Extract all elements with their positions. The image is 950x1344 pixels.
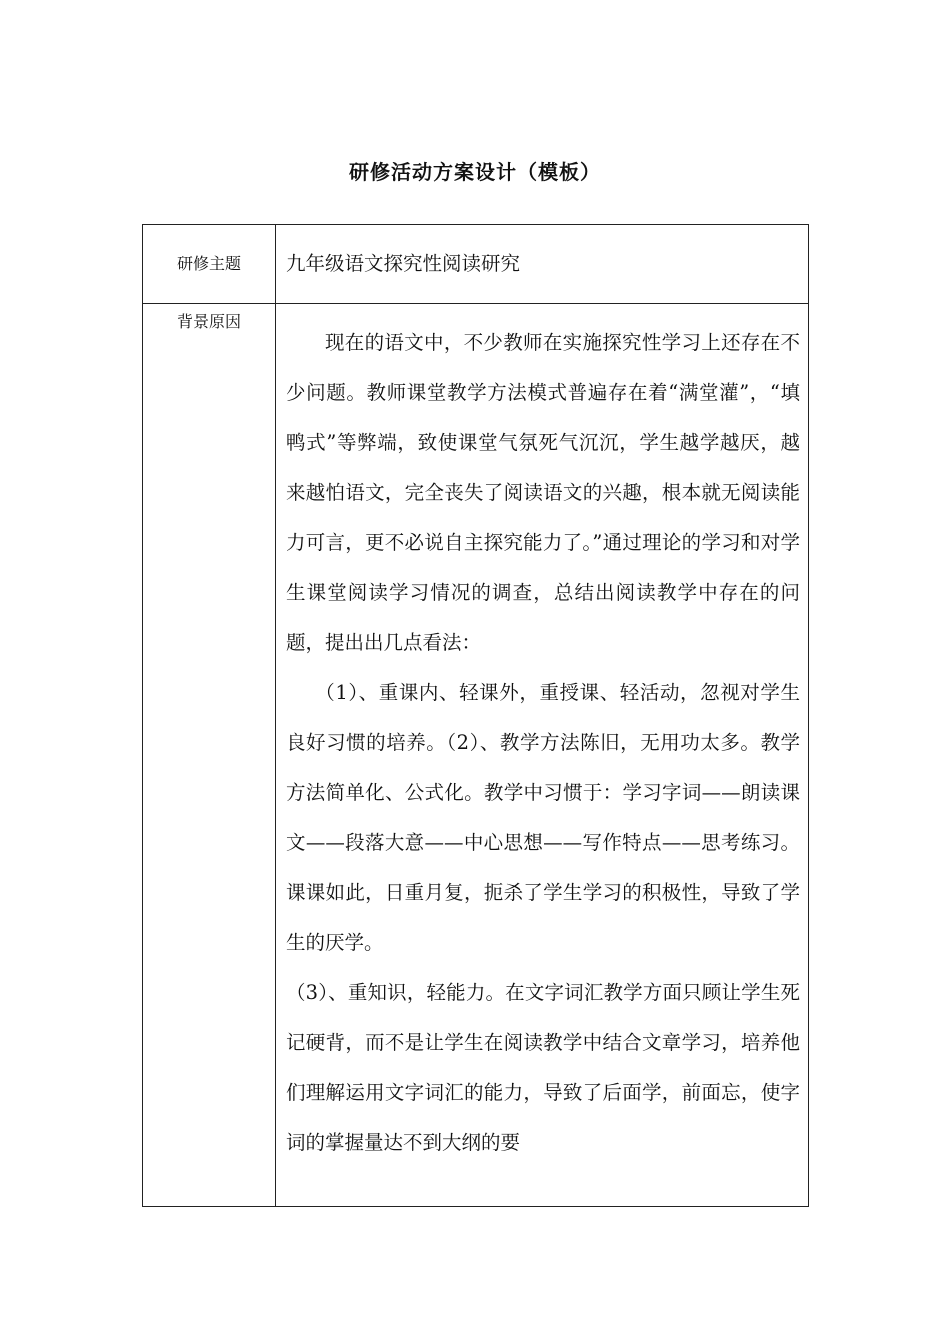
background-paragraph: （1）、重课内、轻课外，重授课、轻活动，忽视对学生良好习惯的培养。（2）、教学方法陈旧，无用功太多。教学方法简单化、公式化。教学中习惯于：学习字词——朗读课文——段落大意——中心思想——写作特点——思考练习。课课如此，日重月复，扼杀了学生学习的积极性，导致了学生的厌学。 — [286, 681, 800, 954]
topic-row — [143, 225, 809, 304]
background-label: 背景原因 — [143, 304, 276, 1207]
topic-value: 九年级语文探究性阅读研究 — [276, 225, 809, 304]
topic-label: 研修主题 — [143, 225, 276, 304]
background-paragraph: （3）、重知识，轻能力。在文字词汇教学方面只顾让学生死记硬背，而不是让学生在阅读教学中结合文章学习，培养他们理解运用文字词汇的能力，导致了后面学，前面忘，使字词的掌握量达不到大纲的要 — [286, 981, 800, 1154]
background-paragraph: 现在的语文中，不少教师在实施探究性学习上还存在不少问题。教师课堂教学方法模式普遍存在着“满堂灌”，“填鸭式”等弊端，致使课堂气氛死气沉沉，学生越学越厌，越来越怕语文，完全丧失了阅读语文的兴趣，根本就无阅读能力可言，更不必说自主探究能力了。”通过理论的学习和对学生课堂阅读学习情况的调查，总结出阅读教学中存在的问题，提出出几点看法： — [286, 331, 800, 654]
plan-table — [142, 224, 809, 1207]
background-content — [276, 304, 809, 1207]
document-title: 研修活动方案设计（模板） — [349, 160, 601, 184]
background-row — [143, 304, 809, 1207]
